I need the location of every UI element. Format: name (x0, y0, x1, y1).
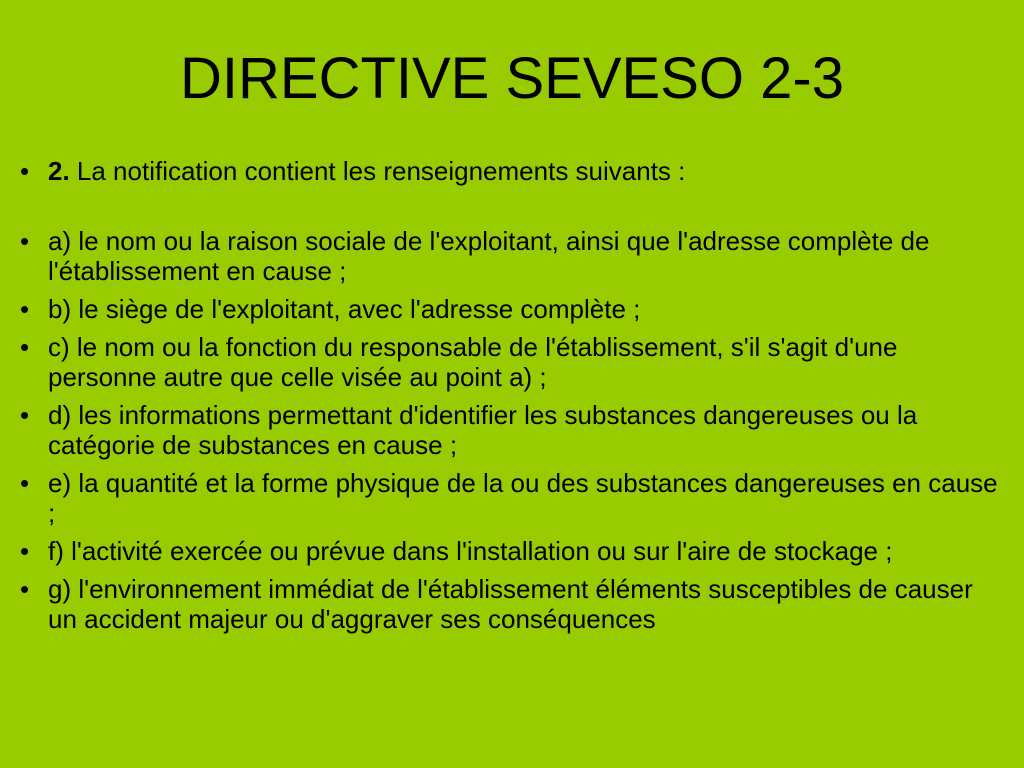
bullet-text: c) le nom ou la fonction du responsable de l'établissement, s'il s'agit d'une personne autre que celle visée au point a) ; (48, 332, 898, 392)
bullet-item-c (0, 332, 1000, 392)
bullet-item-g (0, 574, 1000, 634)
bullet-icon: • (20, 468, 30, 498)
bullet-text: d) les informations permettant d'identifier les substances dangereuses ou la catégorie de substances en cause ; (48, 400, 918, 460)
bullet-list (0, 156, 1000, 642)
bullet-item-a (0, 226, 1000, 286)
bullet-text: g) l'environnement immédiat de l'établissement éléments susceptibles de causer un accident majeur ou d'aggraver ses conséquences (48, 574, 973, 634)
bullet-icon: • (20, 294, 30, 324)
bullet-icon: • (20, 536, 30, 566)
bullet-text: f) l'activité exercée ou prévue dans l'installation ou sur l'aire de stockage ; (48, 536, 893, 566)
intro-number: 2. (48, 156, 70, 186)
bullet-text: b) le siège de l'exploitant, avec l'adresse complète ; (48, 294, 641, 324)
bullet-icon: • (20, 226, 30, 256)
slide-title: DIRECTIVE SEVESO 2-3 (180, 46, 844, 111)
bullet-icon: • (20, 574, 30, 604)
bullet-icon: • (20, 332, 30, 362)
bullet-text: e) la quantité et la forme physique de la ou des substances dangereuses en cause ; (48, 468, 998, 528)
bullet-icon: • (20, 400, 30, 430)
bullet-icon: • (20, 156, 30, 186)
intro-text: La notification contient les renseignements suivants : (69, 156, 686, 186)
bullet-item-d (0, 400, 1000, 460)
bullet-item-b (0, 294, 1000, 324)
bullet-intro (0, 156, 1000, 186)
bullet-item-e (0, 468, 1000, 528)
bullet-item-f (0, 536, 1000, 566)
bullet-text: a) le nom ou la raison sociale de l'exploitant, ainsi que l'adresse complète de l'établissement en cause ; (48, 226, 930, 286)
